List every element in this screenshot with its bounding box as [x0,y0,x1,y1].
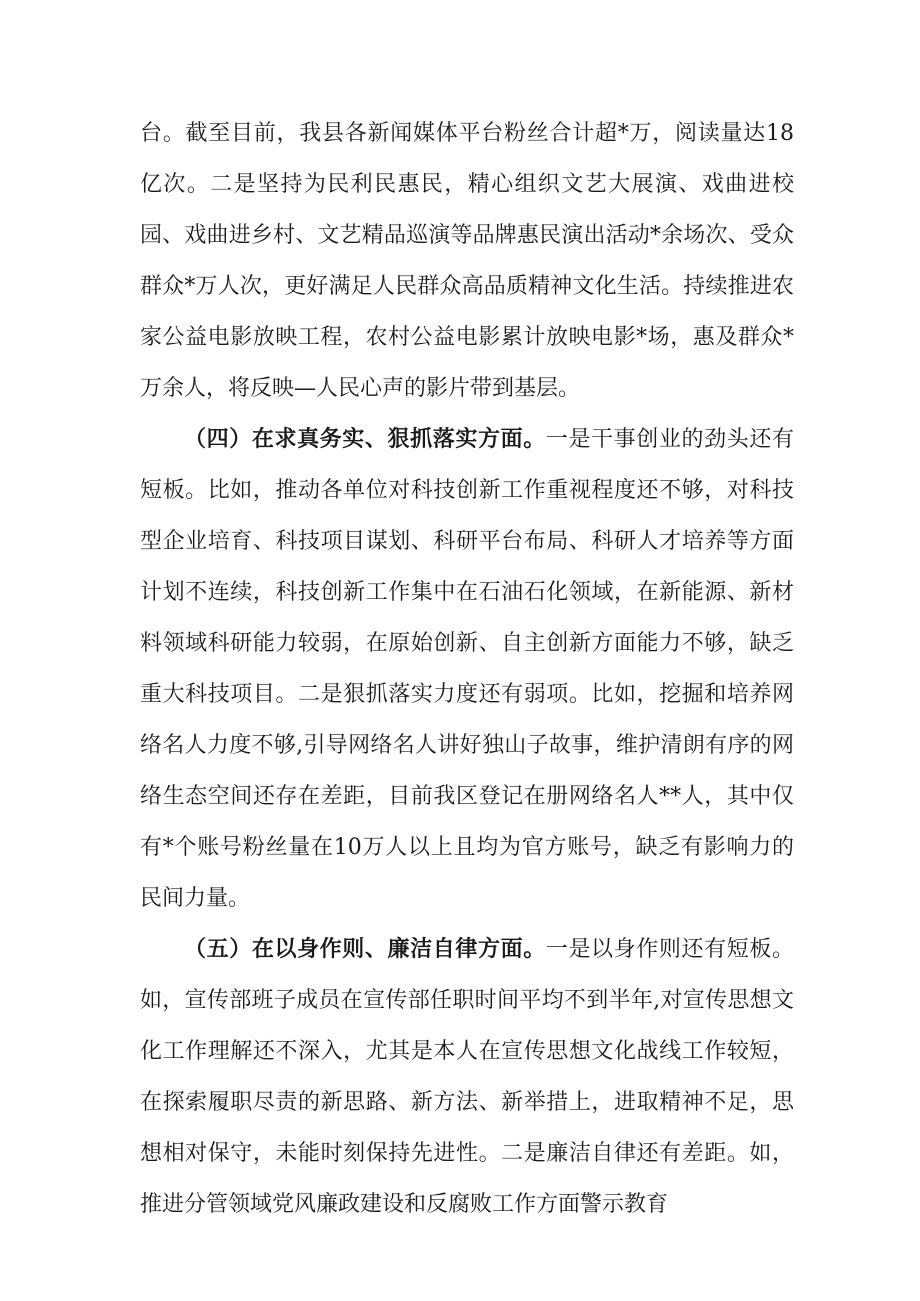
section-heading: （四）在求真务实、狠抓落实方面。 [184,427,546,452]
paragraph-text: 台。截至目前，我县各新闻媒体平台粉丝合计超*万，阅读量达18亿次。二是坚持为民利民惠民，精心组织文艺大展演、戏曲进校园、戏曲进乡村、文艺精品巡演等品牌惠民演出活动*余场次、受众群众*万人次，更好满足人民群众高品质精神文化生活。持续推进农家公益电影放映工程，农村公益电影累计放映电影*场，惠及群众*万余人，将反映—人民心声的影片带到基层。 [140,121,794,401]
paragraph-section-four [140,414,794,924]
paragraph-text: 一是以身作则还有短板。如，宣传部班子成员在宣传部任职时间平均不到半年,对宣传思想文化工作理解还不深入，尤其是本人在宣传思想文化战线工作较短，在探索履职尽责的新思路、新方法、新举措上，进取精神不足，思想相对保守，未能时刻保持先进性。二是廉洁自律还有差距。如，推进分管领域党风廉政建设和反腐败工作方面警示教育 [140,937,794,1217]
paragraph-section-five [140,924,794,1230]
document-page [140,108,794,1230]
section-heading: （五）在以身作则、廉洁自律方面。 [184,937,546,962]
paragraph-continuation [140,108,794,414]
paragraph-text: 一是干事创业的劲头还有短板。比如，推动各单位对科技创新工作重视程度还不够，对科技型企业培育、科技项目谋划、科研平台布局、科研人才培养等方面计划不连续，科技创新工作集中在石油石化领域，在新能源、新材料领域科研能力较弱，在原始创新、自主创新方面能力不够，缺乏重大科技项目。二是狠抓落实力度还有弱项。比如，挖掘和培养网络名人力度不够,引导网络名人讲好独山子故事，维护清朗有序的网络生态空间还存在差距，目前我区登记在册网络名人**人，其中仅有*个账号粉丝量在10万人以上且均为官方账号，缺乏有影响力的民间力量。 [140,427,794,911]
